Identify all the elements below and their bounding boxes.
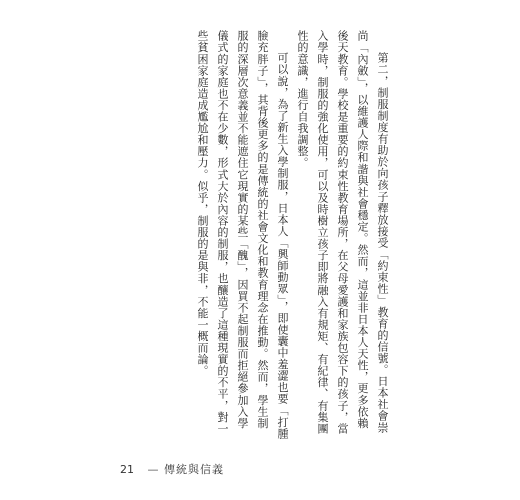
body-text <box>192 30 392 440</box>
page-footer <box>120 461 224 477</box>
paragraph-1: 第二，制服制度有助於向孩子釋放接受「約束性」教育的信號。日本社會崇尚「內斂」，以維護人際和諧與社會穩定。然而，這並非日本人天性，更多依賴後天教育。學校是重要的約束性教育場所，在父母愛護和家族包容下的孩子，當入學時，制服的強化使用，可以及時樹立孩子即將融入有規矩、有紀律、有集團性的意識，進行自我調整。 <box>296 30 389 435</box>
running-title: 傳統與信義 <box>164 463 224 476</box>
paragraph-2: 可以說，為了新生入學制服，日本人「興師動眾」，即使囊中羞澀也要「打腫臉充胖子」，其背後更多的是傳統的社會文化和教育理念在推動。然而，學生制服的深層次意義並不能遮住它現實的某些「醜」，因買不起制服而拒絕參加入學儀式的家庭也不在少數，形式大於內容的制服，也釀造了這種現實的不平，對一些貧困家庭造成尷尬和壓力。似乎，制服的是與非，不能一概而論。 <box>196 30 289 440</box>
footer-separator: — <box>147 463 159 476</box>
page-number: 21 <box>120 463 134 476</box>
